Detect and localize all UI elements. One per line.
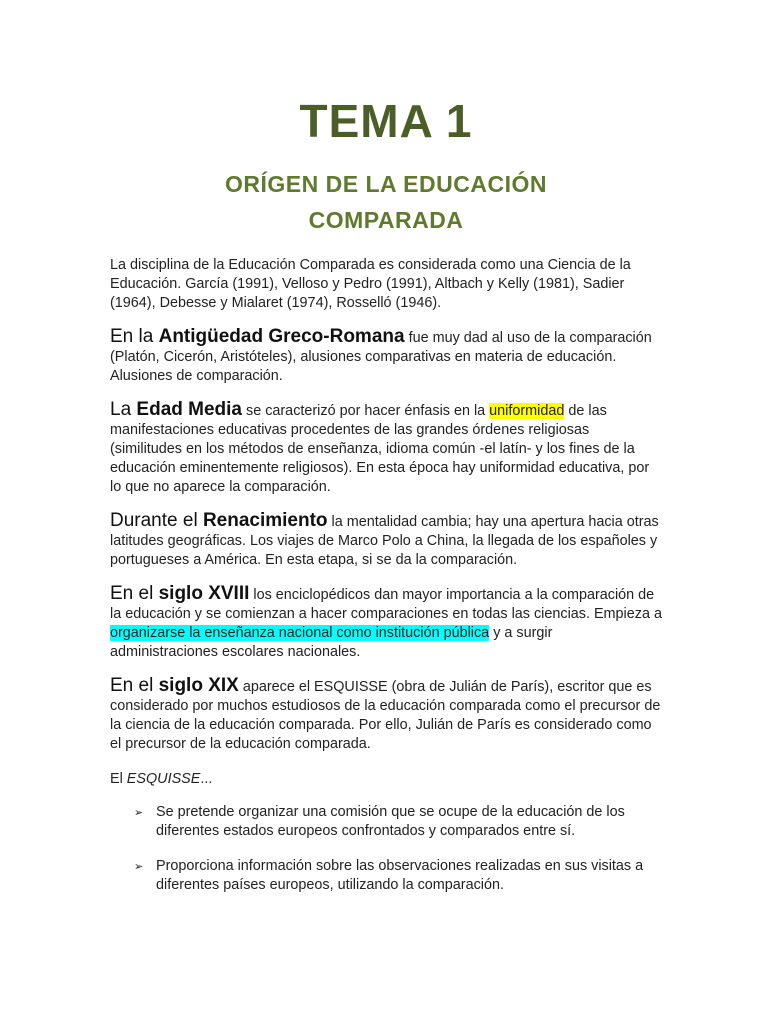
subtitle-line-2: COMPARADA	[308, 207, 464, 233]
arrow-right-icon: ➢	[134, 807, 144, 819]
arrow-right-icon: ➢	[134, 861, 144, 873]
section-lead	[110, 399, 242, 420]
esquisse-bullet-list	[110, 803, 662, 895]
lead-prefix: Durante el	[110, 510, 203, 531]
lead-prefix: En el	[110, 583, 159, 604]
lead-bold: Renacimiento	[202, 510, 328, 531]
section-renacimiento	[110, 511, 662, 570]
lead-prefix: La	[110, 399, 137, 420]
lead-prefix: En la	[110, 326, 159, 347]
page-subtitle	[110, 166, 662, 238]
label-italic: ESQUISSE	[126, 771, 201, 787]
section-text: los enciclopédicos dan mayor importancia a la comparación de la educación y se comienzan a hacer comparaciones en todas las ciencias. Empieza a	[110, 587, 662, 622]
section-text: se caracterizó por hacer énfasis en la	[242, 403, 490, 419]
lead-bold: siglo XIX	[158, 675, 239, 696]
section-siglo-xviii	[110, 584, 662, 662]
section-text: de las manifestaciones educativas procedentes de las grandes órdenes religiosas (similitudes en los métodos de enseñanza, idioma común -el latín- y los fines de la educación eminentemente religiosos). En esta época hay uniformidad educativa, por lo que no aparece la comparación.	[110, 403, 650, 495]
section-lead	[110, 675, 239, 696]
lead-bold: Edad Media	[136, 399, 242, 420]
list-item	[110, 803, 662, 841]
section-text: y a surgir administraciones escolares nacionales.	[110, 625, 553, 660]
label-prefix: El	[110, 771, 127, 787]
section-lead	[110, 583, 249, 604]
section-siglo-xix	[110, 676, 662, 754]
esquisse-label	[110, 770, 662, 789]
lead-prefix: En el	[110, 675, 159, 696]
page-title: TEMA 1	[299, 95, 473, 147]
highlighted-text: uniformidad	[489, 403, 565, 419]
lead-bold: siglo XVIII	[158, 583, 250, 604]
section-lead	[110, 326, 405, 347]
lead-bold: Antigüedad Greco-Romana	[158, 326, 405, 347]
list-item-text: Proporciona información sobre las observaciones realizadas en sus visitas a diferentes países europeos, utilizando la comparación.	[156, 858, 644, 893]
subtitle-line-1: ORÍGEN DE LA EDUCACIÓN	[225, 171, 547, 197]
highlighted-text: organizarse la enseñanza nacional como institución pública	[110, 625, 490, 641]
section-edad-media	[110, 400, 662, 497]
list-item-text: Se pretende organizar una comisión que se ocupe de la educación de los diferentes estados europeos confrontados y comparados entre sí.	[156, 804, 625, 839]
section-text: fue muy dad al uso de la comparación (Platón, Cicerón, Aristóteles), alusiones comparativas en materia de educación. Alusiones de comparación.	[110, 330, 652, 384]
section-text: la mentalidad cambia; hay una apertura hacia otras latitudes geográficas. Los viajes de Marco Polo a China, la llegada de los españoles y portugueses a América. En esta etapa, si se da la comparación.	[110, 514, 659, 568]
section-greco-romana	[110, 327, 662, 386]
section-text: aparece el ESQUISSE (obra de Julián de París), escritor que es considerado por muchos estudiosos de la educación comparada como el precursor de la ciencia de la educación comparada. Por ello, Julián de París es considerado como el precursor de la educación comparada.	[110, 679, 661, 752]
intro-paragraph: La disciplina de la Educación Comparada es considerada como una Ciencia de la Educación. García (1991), Velloso y Pedro (1991), Altbach y Kelly (1981), Sadier (1964), Debesse y Mialaret (1974), Rosselló (1946).	[110, 257, 631, 311]
label-suffix: ...	[200, 771, 213, 787]
document-page	[110, 96, 662, 911]
section-lead	[110, 510, 328, 531]
list-item	[110, 857, 662, 895]
